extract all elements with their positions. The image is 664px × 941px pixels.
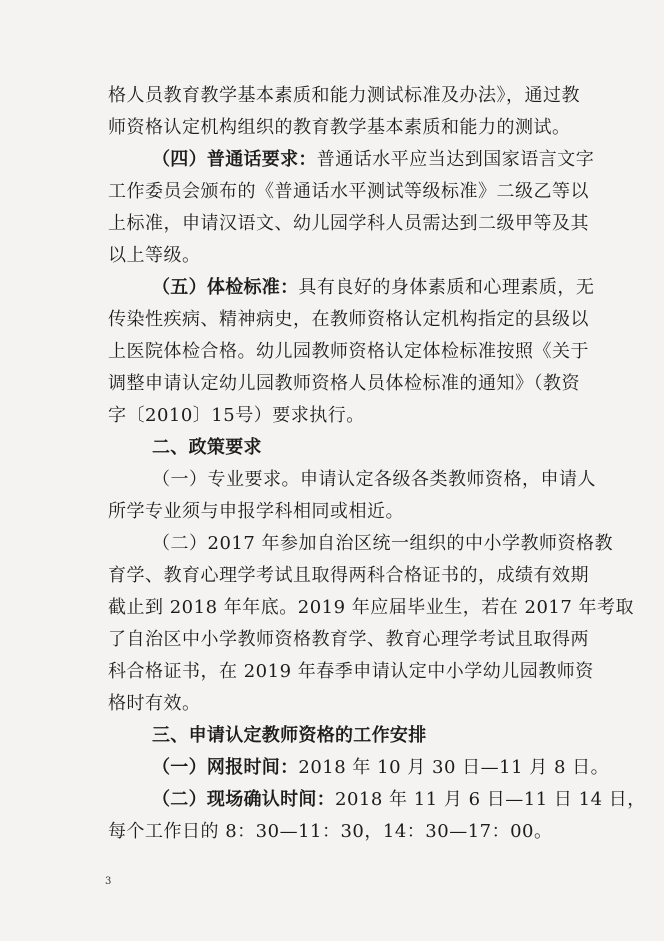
- text-line: （一）专业要求。申请认定各级各类教师资格，申请人: [152, 469, 596, 490]
- onsite-confirmation-line: [152, 788, 646, 812]
- text-line: 上医院体检合格。幼儿园教师资格认定体检标准按照《关于: [108, 341, 589, 362]
- text-line: 调整申请认定幼儿园教师资格人员体检标准的通知》（教资: [108, 373, 580, 394]
- text-line: 师资格认定机构组织的教育教学基本素质和能力的测试。: [108, 117, 571, 138]
- text-line: 以上等级。: [108, 245, 201, 266]
- online-registration-heading: （一）网报时间：: [152, 757, 299, 778]
- text-line: 了自治区中小学教师资格教育学、教育心理学考试且取得两: [108, 629, 589, 650]
- section-four-heading: （四）普通话要求：: [152, 149, 317, 170]
- text-span: 普通话水平应当达到国家语言文字: [316, 149, 595, 170]
- section-five-line: [152, 276, 594, 300]
- text-line: 格人员教育教学基本素质和能力测试标准及办法》，通过教: [108, 85, 580, 106]
- heading-policy: 二、政策要求: [152, 437, 262, 458]
- text-line: 科合格证书，在 2019 年春季申请认定中小学幼儿园教师资: [108, 661, 594, 682]
- text-span: 2018 年 10 月 30 日—11 月 8 日。: [298, 757, 610, 778]
- text-line: 工作委员会颁布的《普通话水平测试等级标准》二级乙等以: [108, 181, 589, 202]
- onsite-confirmation-heading: （二）现场确认时间：: [152, 789, 335, 810]
- text-line: （二）2017 年参加自治区统一组织的中小学教师资格教: [152, 533, 614, 554]
- text-span: 2018 年 11 月 6 日—11 日 14 日，: [335, 789, 646, 810]
- online-registration-line: [152, 756, 609, 780]
- page-number: 3: [105, 876, 112, 887]
- text-span: 具有良好的身体素质和心理素质，无: [298, 277, 595, 298]
- text-line: 格时有效。: [108, 693, 201, 714]
- text-line: 传染性疾病、精神病史，在教师资格认定机构指定的县级以: [108, 309, 589, 330]
- text-line: 育学、教育心理学考试且取得两科合格证书的，成绩有效期: [108, 565, 589, 586]
- text-line: 每个工作日的 8：30—11：30，14：30—17：00。: [108, 821, 553, 842]
- text-line: 截止到 2018 年年底。2019 年应届毕业生，若在 2017 年考取: [108, 597, 635, 618]
- section-four-line: [152, 148, 594, 172]
- text-line: 字〔2010〕15号）要求执行。: [108, 405, 365, 426]
- section-five-heading: （五）体检标准：: [152, 277, 299, 298]
- heading-arrangement: 三、申请认定教师资格的工作安排: [152, 725, 427, 746]
- text-line: 所学专业须与申报学科相同或相近。: [108, 501, 404, 522]
- text-line: 上标准，申请汉语文、幼儿园学科人员需达到二级甲等及其: [108, 213, 589, 234]
